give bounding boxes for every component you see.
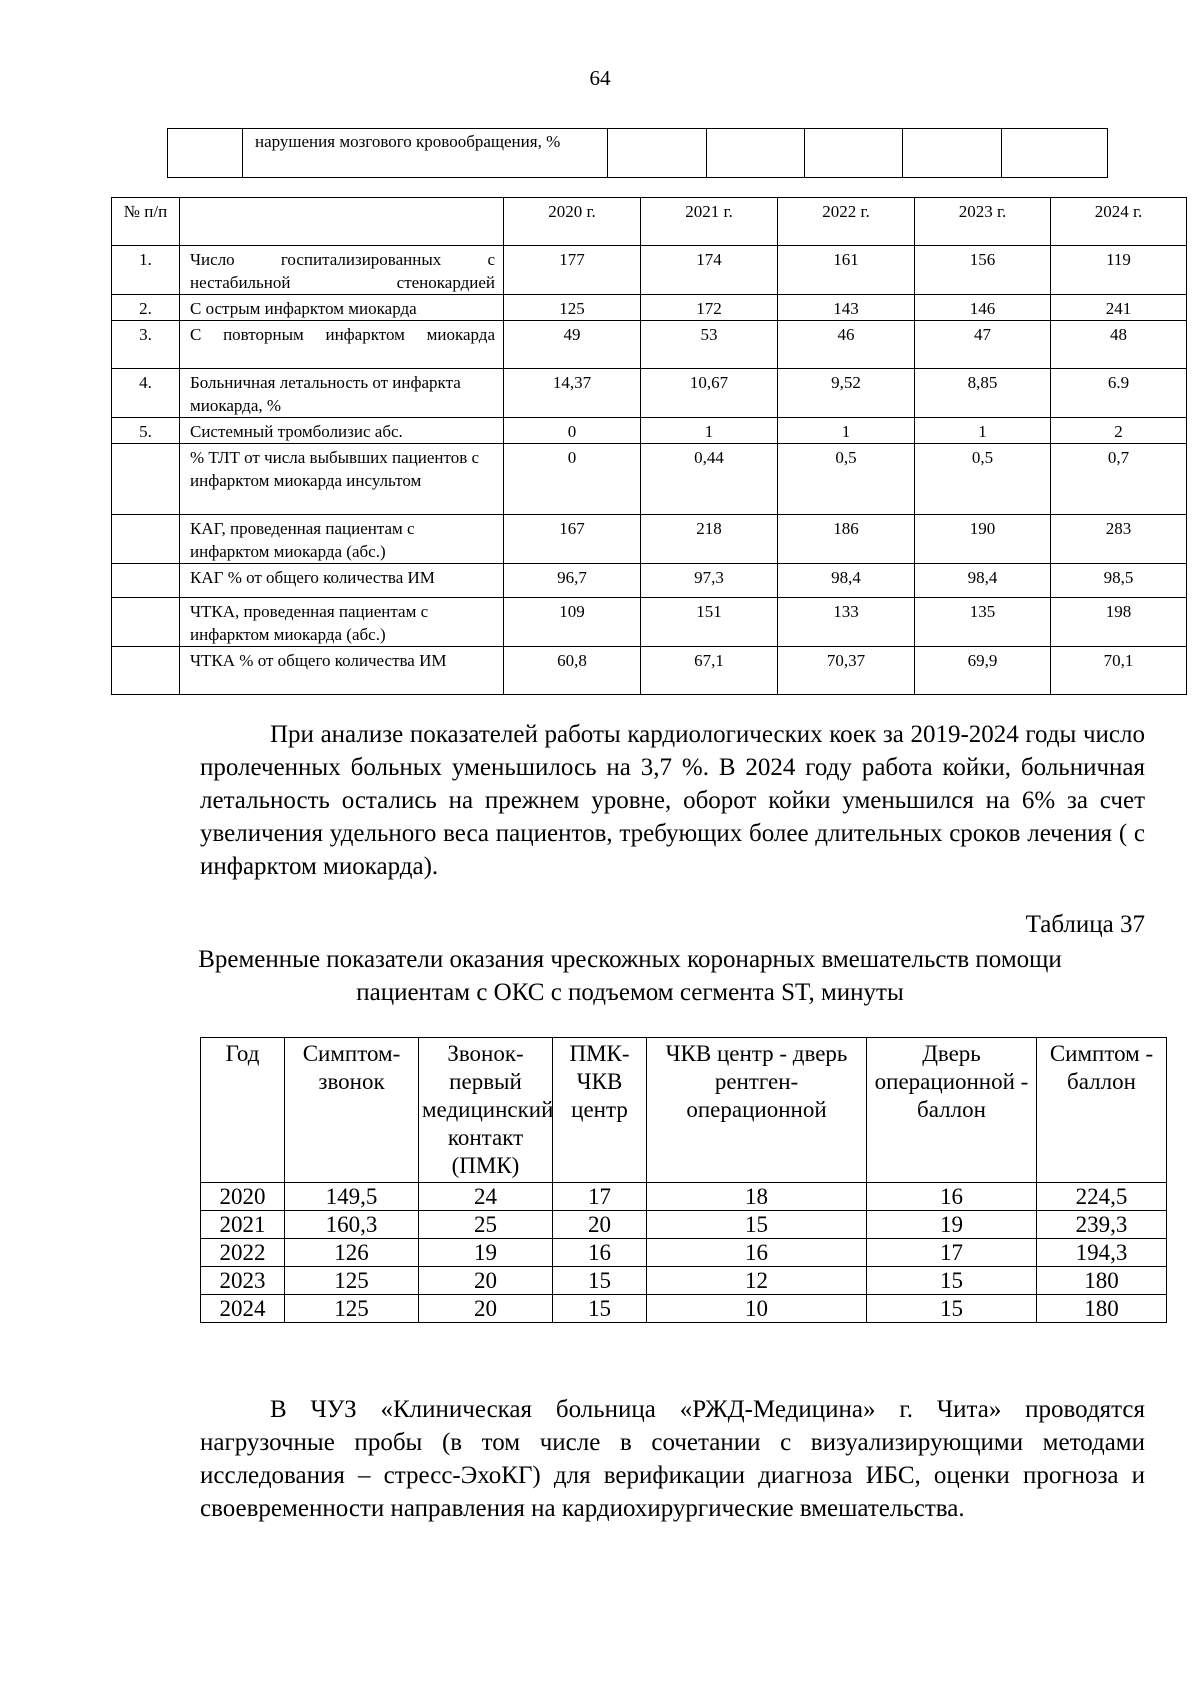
cell-value: 10 xyxy=(647,1295,867,1323)
column-header: Год xyxy=(201,1038,285,1183)
row-label: КАГ % от общего количества ИМ xyxy=(180,564,504,598)
column-header: ПМК-ЧКВ центр xyxy=(553,1038,647,1183)
cell-value: 0 xyxy=(504,418,641,444)
cell-value: 190 xyxy=(915,515,1051,564)
cell-value: 9,52 xyxy=(778,369,915,418)
cell-value: 20 xyxy=(419,1267,553,1295)
cell-value: 25 xyxy=(419,1211,553,1239)
column-header-year: 2021 г. xyxy=(641,198,778,246)
cell-value: 24 xyxy=(419,1183,553,1211)
cell-year: 2024 xyxy=(201,1295,285,1323)
row-label: С острым инфарктом миокарда xyxy=(180,295,504,321)
cell-year: 2021 xyxy=(201,1211,285,1239)
table-row xyxy=(112,295,1187,321)
cell-value: 0,5 xyxy=(778,444,915,515)
cell-value: 149,5 xyxy=(285,1183,419,1211)
row-num xyxy=(112,598,180,647)
cell-value: 8,85 xyxy=(915,369,1051,418)
column-header: ЧКВ центр - дверь рентген-операционной xyxy=(647,1038,867,1183)
column-header: Симптом-звонок xyxy=(285,1038,419,1183)
cell-value: 172 xyxy=(641,295,778,321)
row-label: нарушения мозгового кровообращения, % xyxy=(243,129,608,178)
cell-value: 96,7 xyxy=(504,564,641,598)
column-header-year: 2020 г. xyxy=(504,198,641,246)
cell-value: 46 xyxy=(778,321,915,369)
cell-value: 70,1 xyxy=(1051,647,1187,695)
table-row xyxy=(112,444,1187,515)
row-num: 4. xyxy=(112,369,180,418)
cell-value: 0,44 xyxy=(641,444,778,515)
cell-value: 125 xyxy=(504,295,641,321)
table-row xyxy=(112,515,1187,564)
continuation-table xyxy=(167,128,1108,178)
cell-value: 146 xyxy=(915,295,1051,321)
cell-year: 2023 xyxy=(201,1267,285,1295)
cell-value: 125 xyxy=(285,1267,419,1295)
column-header-year: 2023 г. xyxy=(915,198,1051,246)
cell-value: 283 xyxy=(1051,515,1187,564)
table-row xyxy=(112,418,1187,444)
cell-year: 2020 xyxy=(201,1183,285,1211)
cell-value: 17 xyxy=(553,1183,647,1211)
cell-value: 218 xyxy=(641,515,778,564)
cell-value: 156 xyxy=(915,246,1051,295)
row-num: 3. xyxy=(112,321,180,369)
row-num: 5. xyxy=(112,418,180,444)
cell-value: 48 xyxy=(1051,321,1187,369)
cell-value: 98,4 xyxy=(915,564,1051,598)
cell-value: 1 xyxy=(915,418,1051,444)
column-header-num: № п/п xyxy=(112,198,180,246)
cell-value: 133 xyxy=(778,598,915,647)
cell-value: 67,1 xyxy=(641,647,778,695)
paragraph-stress-tests xyxy=(200,1393,1145,1525)
row-label: Больничная летальность от инфаркта миокарда, % xyxy=(180,369,504,418)
table-header-row xyxy=(112,198,1187,246)
cell-value: 194,3 xyxy=(1037,1239,1167,1267)
cell-value: 6.9 xyxy=(1051,369,1187,418)
hospital-stats-table xyxy=(111,197,1187,695)
page-number: 64 xyxy=(589,66,611,90)
cell-value: 241 xyxy=(1051,295,1187,321)
table-row xyxy=(201,1239,1167,1267)
table-row xyxy=(112,369,1187,418)
cell-value: 186 xyxy=(778,515,915,564)
cell-value: 18 xyxy=(647,1183,867,1211)
row-label: КАГ, проведенная пациентам с инфарктом миокарда (абс.) xyxy=(180,515,504,564)
cell-value: 177 xyxy=(504,246,641,295)
cell-value: 69,9 xyxy=(915,647,1051,695)
cell-value: 1 xyxy=(778,418,915,444)
table-row xyxy=(201,1211,1167,1239)
cell-value: 180 xyxy=(1037,1295,1167,1323)
cell-value: 135 xyxy=(915,598,1051,647)
row-label: Число госпитализированных с нестабильной стенокардией xyxy=(180,246,504,295)
column-header-label xyxy=(180,198,504,246)
cell-value: 119 xyxy=(1051,246,1187,295)
cell-value: 161 xyxy=(778,246,915,295)
cell-value: 98,4 xyxy=(778,564,915,598)
cell-value: 20 xyxy=(419,1295,553,1323)
cell-value: 97,3 xyxy=(641,564,778,598)
cell-value: 151 xyxy=(641,598,778,647)
cell-value: 98,5 xyxy=(1051,564,1187,598)
cell-value: 10,67 xyxy=(641,369,778,418)
column-header-year: 2024 г. xyxy=(1051,198,1187,246)
row-num: 1. xyxy=(112,246,180,295)
column-header: Звонок-первый медицинский контакт (ПМК) xyxy=(419,1038,553,1183)
table-label: Таблица 37 xyxy=(1025,911,1145,938)
cell-value: 15 xyxy=(867,1267,1037,1295)
cell-value: 198 xyxy=(1051,598,1187,647)
cell-value: 15 xyxy=(553,1295,647,1323)
cell-value: 160,3 xyxy=(285,1211,419,1239)
row-num xyxy=(112,515,180,564)
row-num xyxy=(112,564,180,598)
pci-timing-table xyxy=(200,1037,1167,1323)
table-row xyxy=(201,1267,1167,1295)
cell-value: 2 xyxy=(1051,418,1187,444)
cell-value: 17 xyxy=(867,1239,1037,1267)
cell-value: 1 xyxy=(641,418,778,444)
cell-value: 16 xyxy=(867,1183,1037,1211)
cell-value: 0 xyxy=(504,444,641,515)
cell-value: 224,5 xyxy=(1037,1183,1167,1211)
cell-value: 20 xyxy=(553,1211,647,1239)
column-header: Симптом - баллон xyxy=(1037,1038,1167,1183)
cell-value: 12 xyxy=(647,1267,867,1295)
cell-value: 53 xyxy=(641,321,778,369)
column-header: Дверь операционной - баллон xyxy=(867,1038,1037,1183)
table-row xyxy=(112,564,1187,598)
cell-year: 2022 xyxy=(201,1239,285,1267)
cell-value: 174 xyxy=(641,246,778,295)
row-label: С повторным инфарктом миокарда xyxy=(180,321,504,369)
cell-value: 143 xyxy=(778,295,915,321)
cell-value: 16 xyxy=(553,1239,647,1267)
row-num: 2. xyxy=(112,295,180,321)
row-label: ЧТКА % от общего количества ИМ xyxy=(180,647,504,695)
row-label: % ТЛТ от числа выбывших пациентов с инфарктом миокарда инсультом xyxy=(180,444,504,515)
cell-value: 180 xyxy=(1037,1267,1167,1295)
table-row xyxy=(112,647,1187,695)
cell-value: 70,37 xyxy=(778,647,915,695)
cell-value: 14,37 xyxy=(504,369,641,418)
cell-value: 0,5 xyxy=(915,444,1051,515)
cell-value: 126 xyxy=(285,1239,419,1267)
cell-value: 49 xyxy=(504,321,641,369)
cell-value: 109 xyxy=(504,598,641,647)
paragraph-text: В ЧУЗ «Клиническая больница «РЖД-Медицина» г. Чита» проводятся нагрузочные пробы (в том числе в сочетании с визуализирующими методами исследования – стресс-ЭхоКГ) для верификации диагноза ИБС, оценки прогноза и своевременности направления на кардиохирургические вмешательства. xyxy=(200,1396,1145,1522)
cell-value: 0,7 xyxy=(1051,444,1187,515)
cell-value: 15 xyxy=(553,1267,647,1295)
table-row xyxy=(201,1183,1167,1211)
table-row xyxy=(112,246,1187,295)
cell-value: 19 xyxy=(867,1211,1037,1239)
cell-value: 47 xyxy=(915,321,1051,369)
table-row xyxy=(201,1295,1167,1323)
cell-value: 125 xyxy=(285,1295,419,1323)
paragraph-analysis xyxy=(200,718,1145,883)
column-header-year: 2022 г. xyxy=(778,198,915,246)
cell-value: 19 xyxy=(419,1239,553,1267)
paragraph-text: При анализе показателей работы кардиологических коек за 2019-2024 годы число пролеченных больных уменьшилось на 3,7 %. В 2024 году работа койки, больничная летальность остались на прежнем уровне, оборот койки уменьшился на 6% за счет увеличения удельного веса пациентов, требующих более длительных сроков лечения ( с инфарктом миокарда). xyxy=(200,721,1145,880)
row-num xyxy=(112,444,180,515)
row-label: ЧТКА, проведенная пациентам с инфарктом миокарда (абс.) xyxy=(180,598,504,647)
row-num xyxy=(112,647,180,695)
cell-value: 15 xyxy=(647,1211,867,1239)
cell-value: 16 xyxy=(647,1239,867,1267)
cell-value: 15 xyxy=(867,1295,1037,1323)
table-row xyxy=(112,321,1187,369)
row-label: Системный тромболизис абс. xyxy=(180,418,504,444)
table-row xyxy=(112,598,1187,647)
table-header-row xyxy=(201,1038,1167,1183)
cell-value: 239,3 xyxy=(1037,1211,1167,1239)
cell-value: 60,8 xyxy=(504,647,641,695)
table-title: Временные показатели оказания чрескожных коронарных вмешательств помощи пациентам с ОКС с подъемом сегмента ST, минуты xyxy=(198,946,1062,1006)
cell-value: 167 xyxy=(504,515,641,564)
table-row xyxy=(168,129,1108,178)
